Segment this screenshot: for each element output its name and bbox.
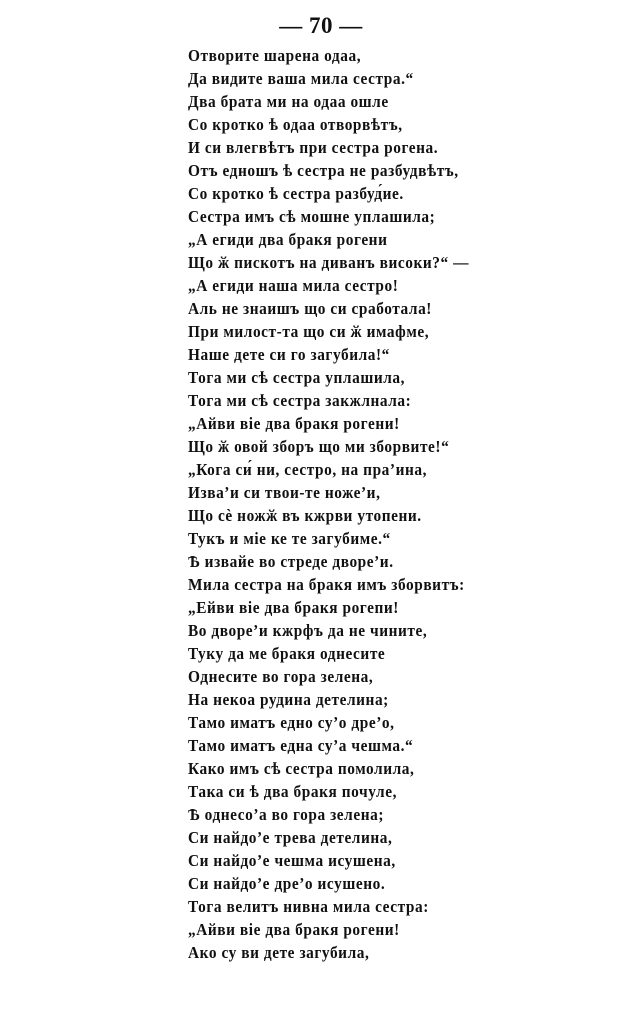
poem-line: Сестра имъ сѣ мошне уплашила; — [188, 207, 436, 226]
poem-line: И си влегвѣтъ при сестра рогена. — [188, 138, 439, 157]
poem-line: „Кога си́ ни, сестро, на пра’ина, — [188, 460, 427, 479]
poem-line: Си найдо’е дре’о исушено. — [188, 874, 386, 893]
poem-line: Си найдо’е чешма исушена, — [188, 851, 396, 870]
poem-line: Отворите шарена одаа, — [188, 46, 362, 65]
poem-line: Тога ми сѣ сестра уплашила, — [188, 368, 406, 387]
poem-line: На некоа рудина детелина; — [188, 690, 389, 709]
poem-line: Що ӂ пискотъ на диванъ високи?“ — — [188, 253, 470, 272]
poem-text — [188, 44, 628, 964]
poem-line: Тога велитъ нивна мила сестра: — [188, 897, 429, 916]
poem-line: Ѣ извайе во стреде дворе’и. — [188, 552, 394, 571]
page-number-header: — 70 — — [279, 13, 363, 38]
poem-line: Однесите во гора зелена, — [188, 667, 374, 686]
poem-line: Аль не знаишъ що си сработала! — [188, 299, 432, 318]
poem-line: Во дворе’и кжрфъ да не чините, — [188, 621, 428, 640]
poem-line: Що сѐ ножӂ въ кжрви утопени. — [188, 506, 422, 525]
poem-line: Тамо иматъ една су’а чешма.“ — [188, 736, 414, 755]
poem-line: „Айви віе два бракя рогени! — [188, 414, 400, 433]
poem-line: Така си ѣ два бракя почуле, — [188, 782, 397, 801]
poem-line: Да видите ваша мила сестра.“ — [188, 69, 414, 88]
poem-line: Ѣ однесо’а во гора зелена; — [188, 805, 385, 824]
poem-line: Како имъ сѣ сестра помолила, — [188, 759, 415, 778]
poem-line: Си найдо’е трева детелина, — [188, 828, 393, 847]
poem-line: Тукъ и міе ке те загубиме.“ — [188, 529, 391, 548]
poem-line: Ако су ви дете загубила, — [188, 943, 370, 962]
poem-line: Тамо иматъ едно су’о дре’о, — [188, 713, 395, 732]
poem-line: Мила сестра на бракя имъ зборвитъ: — [188, 575, 465, 594]
poem-line: При милост-та що си ӂ имафме, — [188, 322, 430, 341]
poem-line: „Ейви віе два бракя рогепи! — [188, 598, 399, 617]
poem-line: Наше дете си го загубила!“ — [188, 345, 390, 364]
poem-line: Со кротко ѣ одаа отворвѣтъ, — [188, 115, 403, 134]
poem-line: „А егиди два бракя рогени — [188, 230, 388, 249]
poem-line: Отъ едношъ ѣ сестра не разбудвѣтъ, — [188, 161, 459, 180]
poem-line: Со кротко ѣ сестра разбуд́ие. — [188, 184, 404, 203]
poem-line: „Айви віе два бракя рогени! — [188, 920, 400, 939]
poem-line: Туку да ме бракя однесите — [188, 644, 386, 663]
poem-line: Два брата ми на одаа ошле — [188, 92, 389, 111]
poem-line: Тога ми сѣ сестра закжлнала: — [188, 391, 412, 410]
poem-line: Изва’и си твои-те ноже’и, — [188, 483, 381, 502]
poem-line: „А егиди наша мила сестро! — [188, 276, 399, 295]
poem-line: Що ӂ овой зборъ що ми зборвите!“ — [188, 437, 450, 456]
